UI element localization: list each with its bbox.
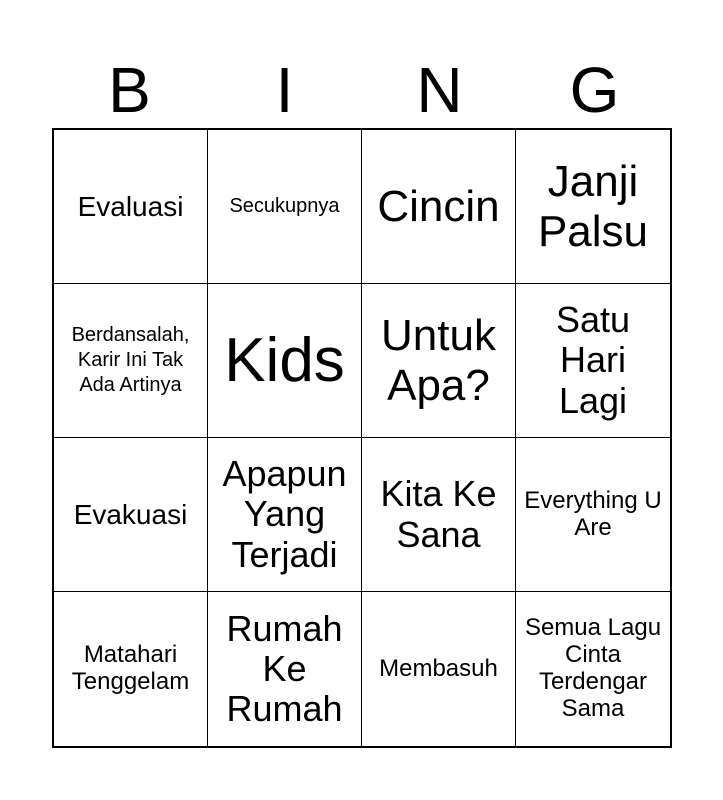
header-letter-i: I (275, 54, 294, 126)
cell-label: Janji Palsu (537, 157, 649, 256)
bingo-cell-r1c2[interactable] (208, 130, 362, 284)
bingo-cell-r2c2[interactable] (208, 284, 362, 438)
bingo-board (52, 128, 672, 748)
cell-label: Kids (224, 325, 345, 395)
header-letter-n: N (416, 54, 463, 126)
cell-label: Evaluasi (77, 190, 184, 222)
bingo-cell-r4c3[interactable] (362, 592, 516, 746)
bingo-cell-r4c2[interactable] (208, 592, 362, 746)
cell-label: Rumah Ke Rumah (226, 607, 343, 730)
cell-label: Satu Hari Lagi (555, 299, 631, 421)
cell-label: Apapun Yang Terjadi (222, 453, 347, 575)
cell-label: Kita Ke Sana (380, 473, 497, 555)
cell-label: Berdansalah, Karir Ini Tak Ada Artinya (71, 324, 190, 396)
bingo-cell-r3c3[interactable] (362, 438, 516, 592)
cell-label: Membasuh (379, 654, 498, 682)
bingo-cell-r3c4[interactable] (516, 438, 670, 592)
header-letter-b: B (108, 54, 151, 126)
bingo-cell-r2c1[interactable] (54, 284, 208, 438)
cell-label: Semua Lagu Cinta Terdengar Sama (524, 614, 662, 722)
cell-label: Cincin (377, 181, 500, 231)
bingo-header (52, 52, 672, 128)
cell-label: Matahari Tenggelam (71, 641, 190, 695)
cell-label: Secukupnya (229, 195, 340, 217)
bingo-cell-r4c1[interactable] (54, 592, 208, 746)
bingo-cell-r1c3[interactable] (362, 130, 516, 284)
cell-label: Everything U Are (524, 486, 662, 541)
bingo-cell-r1c1[interactable] (54, 130, 208, 284)
bingo-cell-r1c4[interactable] (516, 130, 670, 284)
bingo-cell-r3c1[interactable] (54, 438, 208, 592)
cell-label: Evakuasi (73, 498, 188, 530)
bingo-cell-r2c4[interactable] (516, 284, 670, 438)
bingo-cell-r3c2[interactable] (208, 438, 362, 592)
bingo-cell-r4c4[interactable] (516, 592, 670, 746)
cell-label: Untuk Apa? (381, 311, 496, 410)
bingo-cell-r2c3[interactable] (362, 284, 516, 438)
header-letter-g: G (569, 54, 620, 126)
